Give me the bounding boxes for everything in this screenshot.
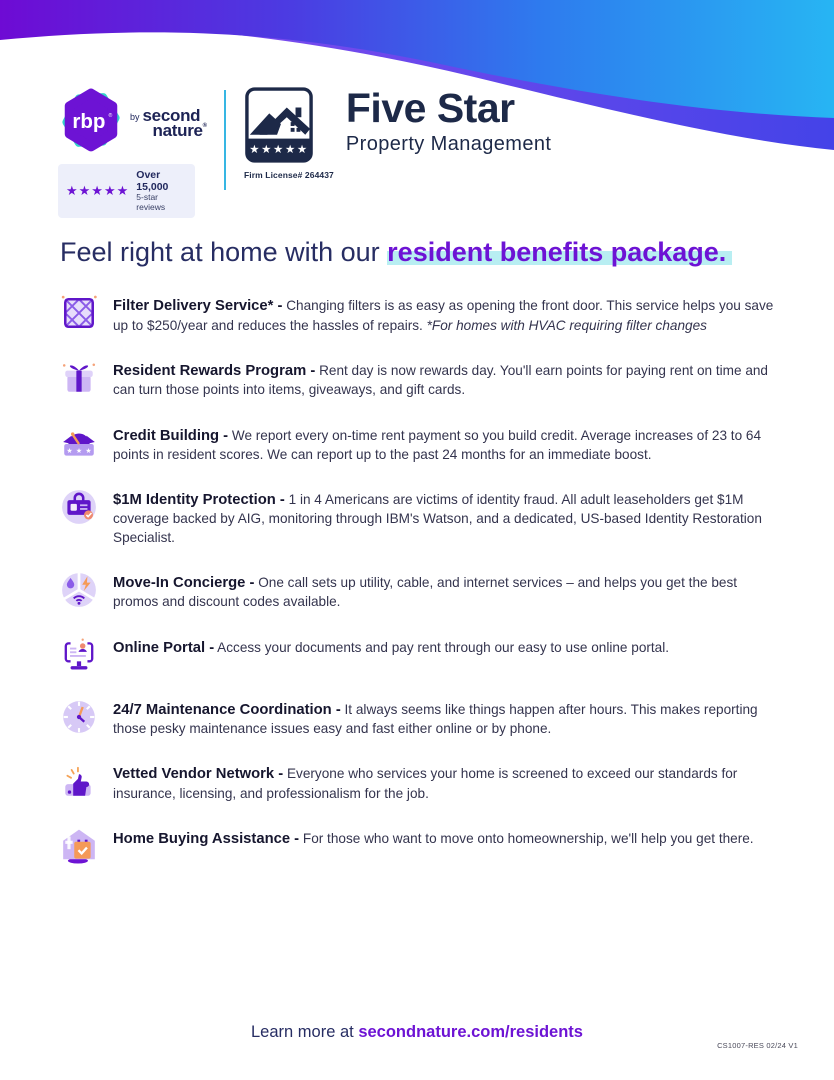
benefit-title: Credit Building - <box>113 427 229 444</box>
brand-registered-mark: ® <box>202 123 207 129</box>
svg-text:★: ★ <box>66 447 73 455</box>
by-label: by <box>130 112 140 123</box>
firm-license: Firm License# 264437 <box>244 170 334 180</box>
benefit-description: One call sets up utility, cable, and internet services – and helps you get the best promos and discount codes available. <box>113 575 738 610</box>
reviews-count: Over 15,000 <box>136 169 169 194</box>
learn-more-label: Learn more at <box>251 1023 354 1042</box>
second-nature-wordmark <box>130 106 207 140</box>
benefit-identity-protection <box>60 488 776 547</box>
benefit-description: 1 in 4 Americans are victims of identity fraud. All adult leaseholders get $1M coverage backed by AIG, monitoring through IBM's Watson, and a dedicated, US-based Identity Restoration Specialist. <box>113 492 762 545</box>
rbp-registered-mark: ® <box>108 112 113 119</box>
thumbs-up-icon <box>60 762 98 800</box>
residents-link[interactable]: secondnature.com/residents <box>358 1023 583 1042</box>
house-check-icon <box>60 827 98 865</box>
benefit-vetted-vendor-network <box>60 762 776 803</box>
reviews-stars-icon: ★★★★★ <box>66 183 130 199</box>
rbp-logo-text: rbp <box>72 110 106 134</box>
benefits-list <box>60 294 776 865</box>
benefit-filter-delivery <box>60 294 776 335</box>
benefit-home-buying-assistance <box>60 827 776 865</box>
benefit-title: Resident Rewards Program - <box>113 363 316 380</box>
benefit-description: Access your documents and pay rent through our easy to use online portal. <box>217 639 670 655</box>
logo-row <box>58 86 551 218</box>
learn-more-line <box>0 1023 834 1042</box>
benefit-title: 24/7 Maintenance Coordination - <box>113 701 341 718</box>
benefit-title: Online Portal - <box>113 639 215 656</box>
benefit-maintenance-coordination <box>60 698 776 739</box>
reviews-label: 5-star reviews <box>136 192 166 212</box>
benefit-credit-building <box>60 424 776 465</box>
benefit-description: For those who want to move onto homeownership, we'll help you get there. <box>302 831 754 847</box>
clock-icon <box>60 698 98 736</box>
benefit-move-in-concierge <box>60 571 776 612</box>
svg-text:★: ★ <box>75 447 83 455</box>
page-title <box>60 234 776 270</box>
benefit-resident-rewards <box>60 359 776 400</box>
benefit-title: Filter Delivery Service* - <box>113 298 283 315</box>
gift-icon <box>60 359 98 397</box>
company-subtitle: Property Management <box>345 133 552 155</box>
benefit-description: Changing filters is as easy as opening the front door. This service helps you save up to $250/year and reduces the hassles of repairs. <box>113 298 774 333</box>
benefit-title: Vetted Vendor Network - <box>113 766 284 783</box>
benefit-description: Everyone who services your home is screened to exceed our standards for insurance, licensing, and professionalism for the job. <box>113 766 738 801</box>
rbp-logo-icon <box>58 86 124 156</box>
benefit-title: Move-In Concierge - <box>113 575 255 592</box>
benefit-description: We report every on-time rent payment so you build credit. Average increases of 23 to 64 points in resident scores. We can report up to the past 24 months for an immediate boost. <box>113 427 762 462</box>
brand-line1: second <box>142 106 201 126</box>
filter-icon <box>60 294 98 332</box>
header <box>0 0 834 212</box>
benefit-description: It always seems like things happen after hours. This makes reporting those pesky maintenance issues easy and fast either online or by phone. <box>113 701 758 736</box>
page-title-highlight: resident benefits package. <box>387 237 732 267</box>
rbp-logo-block <box>58 86 206 218</box>
svg-text:★: ★ <box>85 447 92 455</box>
monitor-icon <box>60 636 98 674</box>
utilities-icon <box>60 571 98 609</box>
logo-divider <box>224 90 226 190</box>
benefit-online-portal <box>60 636 776 674</box>
id-card-icon <box>60 488 98 526</box>
page-title-prefix: Feel right at home with our <box>60 237 380 267</box>
benefit-note: *For homes with HVAC requiring filter changes <box>426 317 707 333</box>
document-code: CS1007-RES 02/24 V1 <box>717 1041 798 1050</box>
reviews-badge <box>58 164 195 218</box>
benefit-title: Home Buying Assistance - <box>113 831 300 848</box>
company-logo-block <box>244 86 551 180</box>
five-star-logo-stars: ★★★★★ <box>249 143 309 157</box>
benefit-description: Rent day is now rewards day. You'll earn points for paying rent on time and can turn those points into items, giveaways, and gift cards. <box>113 363 768 398</box>
benefit-title: $1M Identity Protection - <box>113 492 285 509</box>
brand-line2: nature <box>152 121 203 140</box>
credit-gauge-icon <box>60 424 98 462</box>
company-name: Five Star <box>345 85 515 131</box>
five-star-logo-icon <box>244 86 314 164</box>
